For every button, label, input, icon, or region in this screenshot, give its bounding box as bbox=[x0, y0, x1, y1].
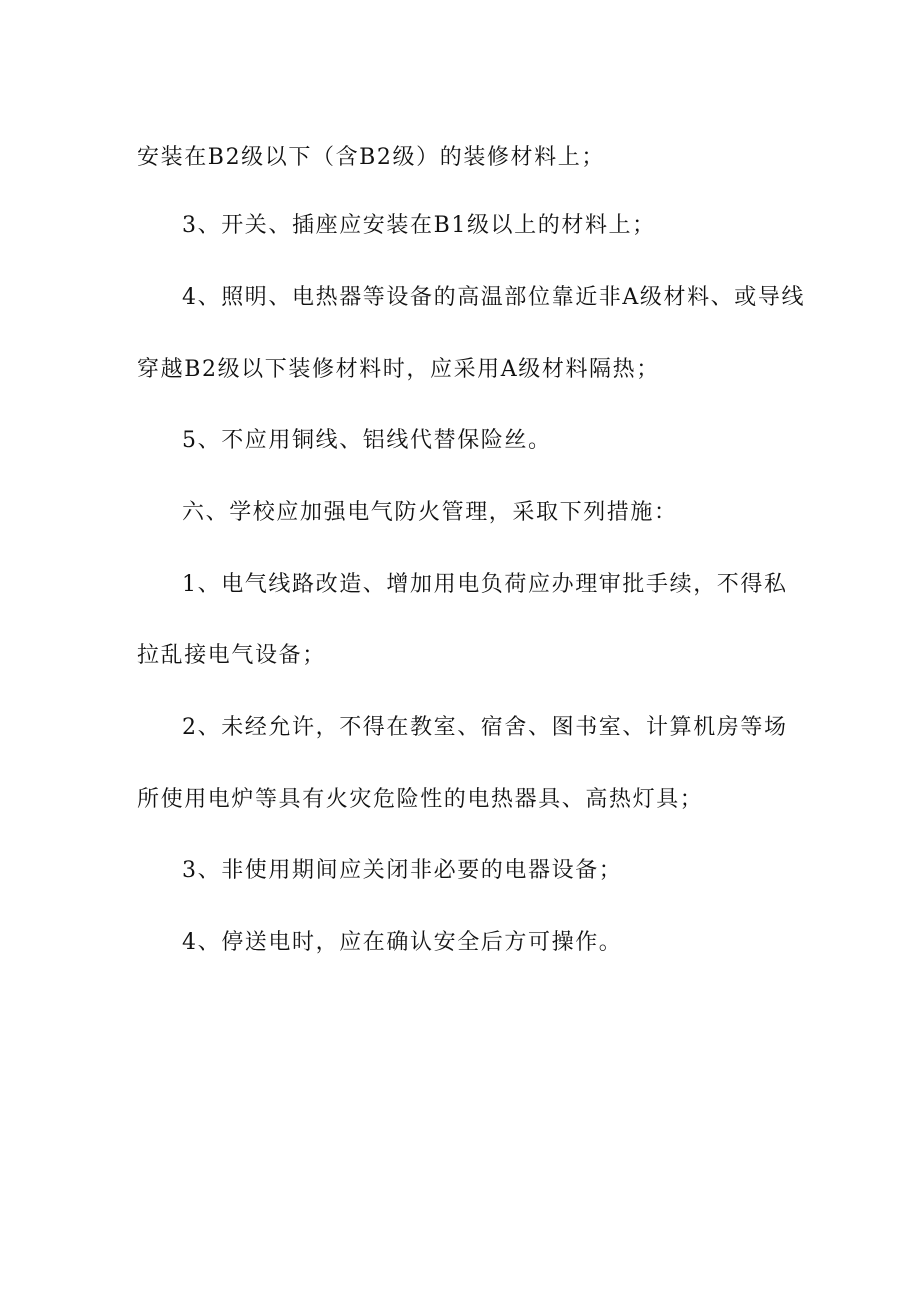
text-line-measure-4: 4、停送电时，应在确认安全后方可操作。 bbox=[182, 930, 623, 955]
text-line-item-4-lighting: 4、照明、电热器等设备的高温部位靠近非A级材料、或导线 bbox=[182, 285, 806, 310]
text-line-measure-2-continuation: 所使用电炉等具有火灾危险性的电热器具、高热灯具； bbox=[137, 787, 704, 812]
text-line-measure-1-continuation: 拉乱接电气设备； bbox=[137, 643, 326, 668]
text-line-item-3-switches: 3、开关、插座应安装在B1级以上的材料上； bbox=[182, 213, 656, 238]
text-line-measure-1: 1、电气线路改造、增加用电负荷应办理审批手续，不得私 bbox=[182, 572, 788, 597]
text-line-continuation-b2-materials: 安装在B2级以下（含B2级）的装修材料上； bbox=[137, 145, 605, 170]
text-line-item-5-fuse: 5、不应用铜线、铝线代替保险丝。 bbox=[182, 428, 552, 453]
text-line-item-4-continuation: 穿越B2级以下装修材料时，应采用A级材料隔热； bbox=[137, 357, 660, 382]
text-line-measure-3: 3、非使用期间应关闭非必要的电器设备； bbox=[182, 858, 623, 883]
section-heading-six: 六、学校应加强电气防火管理，采取下列措施： bbox=[182, 500, 678, 525]
text-line-measure-2: 2、未经允许，不得在教室、宿舍、图书室、计算机房等场 bbox=[182, 715, 788, 740]
